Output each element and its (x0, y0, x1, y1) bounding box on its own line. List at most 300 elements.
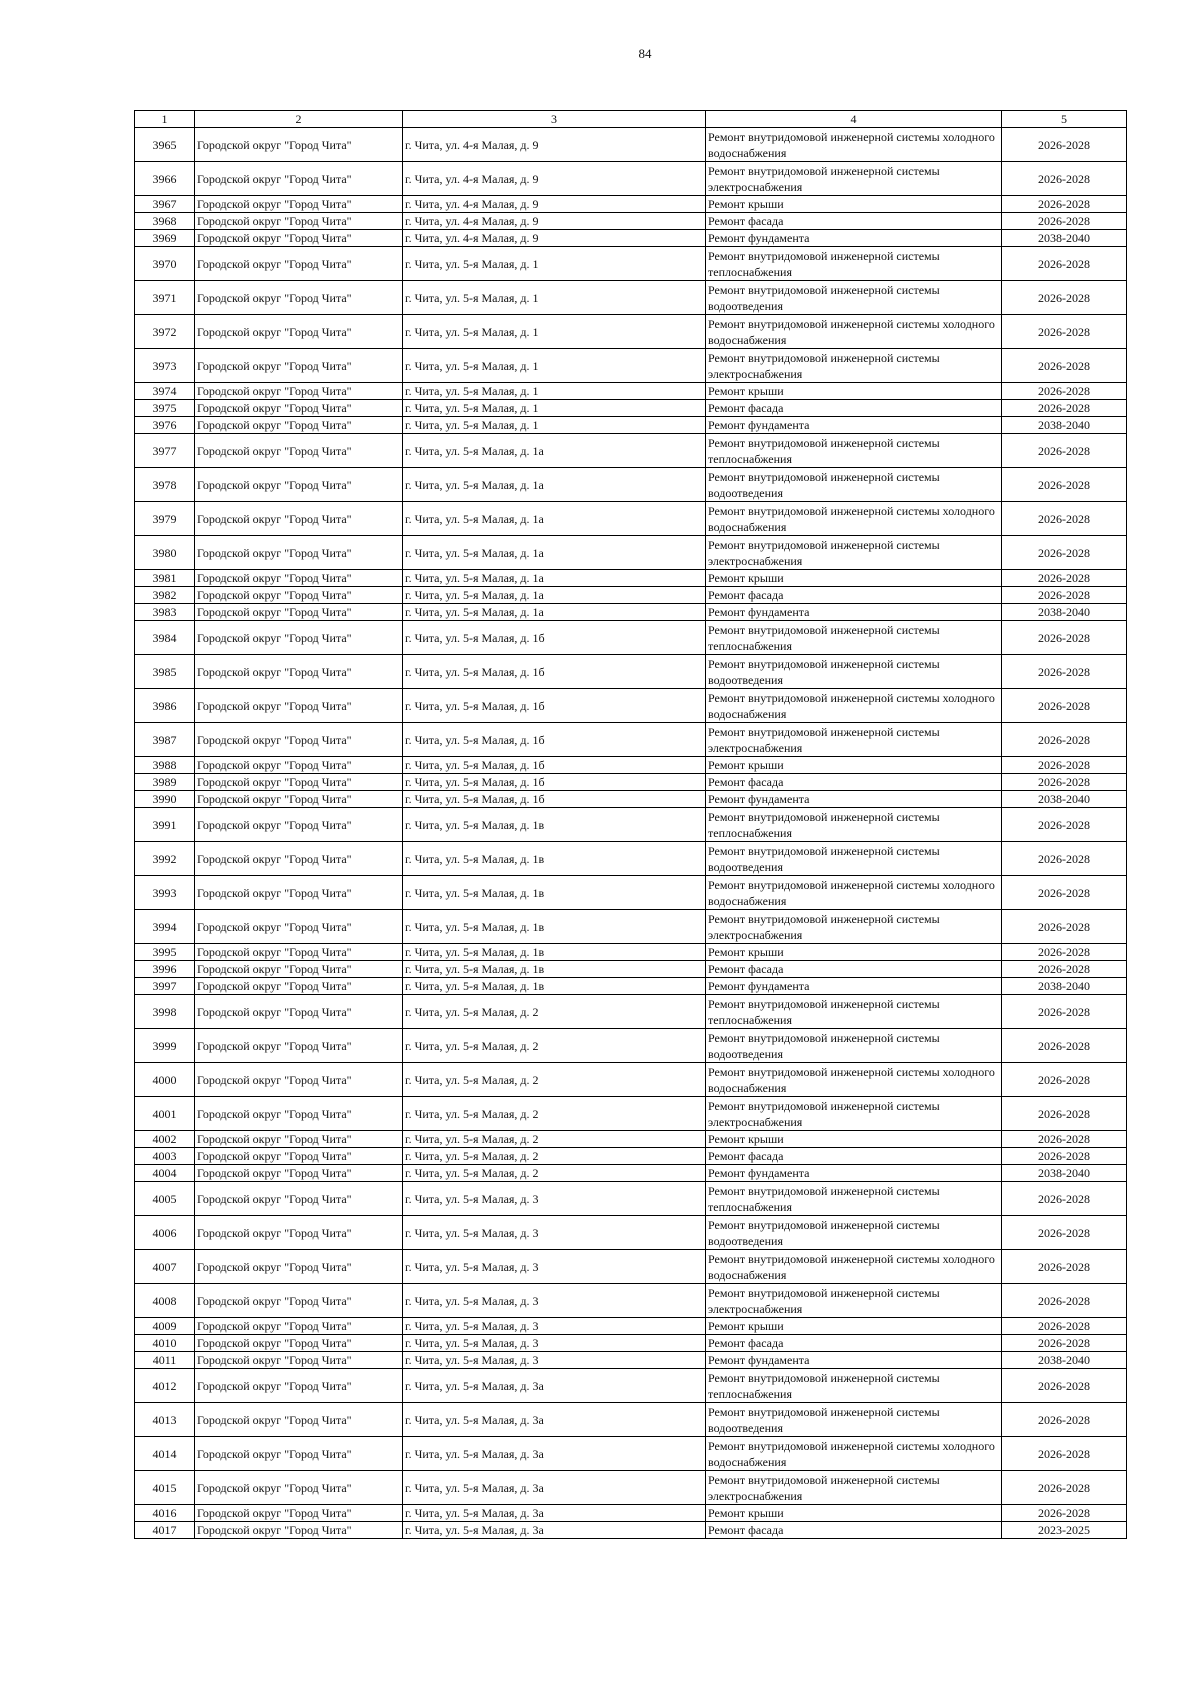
district-cell: Городской округ "Город Чита" (195, 621, 403, 655)
work-type-cell: Ремонт внутридомовой инженерной системы теплоснабжения (706, 1369, 1002, 1403)
table-row (135, 400, 1127, 417)
row-number: 3986 (135, 689, 195, 723)
table-body (135, 128, 1127, 1539)
table-row (135, 961, 1127, 978)
row-number: 4017 (135, 1522, 195, 1539)
address-cell: г. Чита, ул. 5-я Малая, д. 1б (403, 689, 706, 723)
work-type-cell: Ремонт внутридомовой инженерной системы электроснабжения (706, 910, 1002, 944)
work-type-cell: Ремонт внутридомовой инженерной системы электроснабжения (706, 349, 1002, 383)
row-number: 4011 (135, 1352, 195, 1369)
district-cell: Городской округ "Город Чита" (195, 213, 403, 230)
row-number: 3995 (135, 944, 195, 961)
row-number: 3996 (135, 961, 195, 978)
address-cell: г. Чита, ул. 5-я Малая, д. 1б (403, 621, 706, 655)
row-number: 3993 (135, 876, 195, 910)
address-cell: г. Чита, ул. 5-я Малая, д. 2 (403, 1063, 706, 1097)
address-cell: г. Чита, ул. 5-я Малая, д. 1а (403, 502, 706, 536)
row-number: 3974 (135, 383, 195, 400)
address-cell: г. Чита, ул. 5-я Малая, д. 3 (403, 1250, 706, 1284)
district-cell: Городской округ "Город Чита" (195, 536, 403, 570)
work-type-cell: Ремонт фундамента (706, 604, 1002, 621)
district-cell: Городской округ "Город Чита" (195, 502, 403, 536)
district-cell: Городской округ "Город Чита" (195, 281, 403, 315)
row-number: 3992 (135, 842, 195, 876)
district-cell: Городской округ "Город Чита" (195, 1352, 403, 1369)
row-number: 4003 (135, 1148, 195, 1165)
period-cell: 2026-2028 (1002, 468, 1127, 502)
period-cell: 2026-2028 (1002, 315, 1127, 349)
work-type-cell: Ремонт фасада (706, 400, 1002, 417)
district-cell: Городской округ "Город Чита" (195, 910, 403, 944)
table-row (135, 1148, 1127, 1165)
table-row (135, 791, 1127, 808)
period-cell: 2026-2028 (1002, 1335, 1127, 1352)
period-cell: 2026-2028 (1002, 1403, 1127, 1437)
row-number: 4001 (135, 1097, 195, 1131)
row-number: 3968 (135, 213, 195, 230)
row-number: 4002 (135, 1131, 195, 1148)
period-cell: 2026-2028 (1002, 808, 1127, 842)
work-type-cell: Ремонт крыши (706, 1318, 1002, 1335)
table-row (135, 1505, 1127, 1522)
address-cell: г. Чита, ул. 5-я Малая, д. 1 (403, 247, 706, 281)
period-cell: 2026-2028 (1002, 1318, 1127, 1335)
work-type-cell: Ремонт внутридомовой инженерной системы холодного водоснабжения (706, 315, 1002, 349)
work-type-cell: Ремонт фундамента (706, 791, 1002, 808)
row-number: 3969 (135, 230, 195, 247)
row-number: 4008 (135, 1284, 195, 1318)
work-type-cell: Ремонт внутридомовой инженерной системы водоотведения (706, 655, 1002, 689)
row-number: 4009 (135, 1318, 195, 1335)
address-cell: г. Чита, ул. 5-я Малая, д. 1 (403, 383, 706, 400)
period-cell: 2026-2028 (1002, 1437, 1127, 1471)
district-cell: Городской округ "Город Чита" (195, 791, 403, 808)
row-number: 3989 (135, 774, 195, 791)
address-cell: г. Чита, ул. 5-я Малая, д. 3 (403, 1318, 706, 1335)
district-cell: Городской округ "Город Чита" (195, 349, 403, 383)
district-cell: Городской округ "Город Чита" (195, 128, 403, 162)
period-cell: 2026-2028 (1002, 400, 1127, 417)
row-number: 3977 (135, 434, 195, 468)
table-row (135, 1318, 1127, 1335)
work-type-cell: Ремонт внутридомовой инженерной системы теплоснабжения (706, 247, 1002, 281)
district-cell: Городской округ "Город Чита" (195, 468, 403, 502)
address-cell: г. Чита, ул. 5-я Малая, д. 3 (403, 1335, 706, 1352)
work-type-cell: Ремонт внутридомовой инженерной системы теплоснабжения (706, 1182, 1002, 1216)
column-header-district: 2 (195, 111, 403, 128)
address-cell: г. Чита, ул. 5-я Малая, д. 1 (403, 349, 706, 383)
address-cell: г. Чита, ул. 5-я Малая, д. 3 (403, 1216, 706, 1250)
period-cell: 2026-2028 (1002, 621, 1127, 655)
work-type-cell: Ремонт фасада (706, 1335, 1002, 1352)
table-row (135, 213, 1127, 230)
work-type-cell: Ремонт внутридомовой инженерной системы водоотведения (706, 468, 1002, 502)
district-cell: Городской округ "Город Чита" (195, 417, 403, 434)
period-cell: 2026-2028 (1002, 876, 1127, 910)
table-row (135, 128, 1127, 162)
period-cell: 2026-2028 (1002, 655, 1127, 689)
district-cell: Городской округ "Город Чита" (195, 1505, 403, 1522)
address-cell: г. Чита, ул. 5-я Малая, д. 1а (403, 604, 706, 621)
address-cell: г. Чита, ул. 5-я Малая, д. 1в (403, 808, 706, 842)
work-type-cell: Ремонт крыши (706, 570, 1002, 587)
work-type-cell: Ремонт крыши (706, 196, 1002, 213)
column-header-period: 5 (1002, 111, 1127, 128)
work-type-cell: Ремонт крыши (706, 383, 1002, 400)
table-row (135, 1216, 1127, 1250)
period-cell: 2026-2028 (1002, 281, 1127, 315)
table-row (135, 1471, 1127, 1505)
district-cell: Городской округ "Город Чита" (195, 842, 403, 876)
table-row (135, 434, 1127, 468)
table-header (135, 111, 1127, 128)
address-cell: г. Чита, ул. 5-я Малая, д. 1б (403, 791, 706, 808)
period-cell: 2026-2028 (1002, 1148, 1127, 1165)
row-number: 3965 (135, 128, 195, 162)
work-type-cell: Ремонт внутридомовой инженерной системы электроснабжения (706, 162, 1002, 196)
work-type-cell: Ремонт внутридомовой инженерной системы теплоснабжения (706, 434, 1002, 468)
row-number: 3988 (135, 757, 195, 774)
district-cell: Городской округ "Город Чита" (195, 1403, 403, 1437)
row-number: 3984 (135, 621, 195, 655)
page-number: 84 (638, 46, 652, 61)
address-cell: г. Чита, ул. 4-я Малая, д. 9 (403, 162, 706, 196)
district-cell: Городской округ "Город Чита" (195, 655, 403, 689)
district-cell: Городской округ "Город Чита" (195, 1165, 403, 1182)
address-cell: г. Чита, ул. 5-я Малая, д. 3а (403, 1369, 706, 1403)
district-cell: Городской округ "Город Чита" (195, 315, 403, 349)
work-type-cell: Ремонт внутридомовой инженерной системы водоотведения (706, 1216, 1002, 1250)
address-cell: г. Чита, ул. 5-я Малая, д. 1б (403, 655, 706, 689)
table-row (135, 587, 1127, 604)
work-type-cell: Ремонт фундамента (706, 1352, 1002, 1369)
address-cell: г. Чита, ул. 5-я Малая, д. 3а (403, 1505, 706, 1522)
row-number: 4012 (135, 1369, 195, 1403)
district-cell: Городской округ "Город Чита" (195, 1182, 403, 1216)
row-number: 4010 (135, 1335, 195, 1352)
work-type-cell: Ремонт внутридомовой инженерной системы теплоснабжения (706, 621, 1002, 655)
period-cell: 2026-2028 (1002, 162, 1127, 196)
address-cell: г. Чита, ул. 5-я Малая, д. 1а (403, 570, 706, 587)
period-cell: 2026-2028 (1002, 196, 1127, 213)
table-row (135, 1335, 1127, 1352)
period-cell: 2038-2040 (1002, 1352, 1127, 1369)
district-cell: Городской округ "Город Чита" (195, 196, 403, 213)
table-row (135, 1522, 1127, 1539)
row-number: 3971 (135, 281, 195, 315)
address-cell: г. Чита, ул. 5-я Малая, д. 3 (403, 1352, 706, 1369)
work-type-cell: Ремонт крыши (706, 1505, 1002, 1522)
row-number: 3967 (135, 196, 195, 213)
row-number: 3983 (135, 604, 195, 621)
address-cell: г. Чита, ул. 4-я Малая, д. 9 (403, 230, 706, 247)
district-cell: Городской округ "Город Чита" (195, 230, 403, 247)
work-type-cell: Ремонт внутридомовой инженерной системы холодного водоснабжения (706, 689, 1002, 723)
address-cell: г. Чита, ул. 5-я Малая, д. 3а (403, 1403, 706, 1437)
table-row (135, 162, 1127, 196)
table-row (135, 876, 1127, 910)
address-cell: г. Чита, ул. 5-я Малая, д. 1 (403, 400, 706, 417)
work-type-cell: Ремонт фасада (706, 1522, 1002, 1539)
address-cell: г. Чита, ул. 5-я Малая, д. 1а (403, 434, 706, 468)
table-row (135, 1063, 1127, 1097)
district-cell: Городской округ "Город Чита" (195, 876, 403, 910)
work-type-cell: Ремонт внутридомовой инженерной системы водоотведения (706, 1403, 1002, 1437)
work-type-cell: Ремонт внутридомовой инженерной системы водоотведения (706, 1029, 1002, 1063)
row-number: 3994 (135, 910, 195, 944)
address-cell: г. Чита, ул. 5-я Малая, д. 1б (403, 723, 706, 757)
work-type-cell: Ремонт внутридомовой инженерной системы водоотведения (706, 281, 1002, 315)
row-number: 3979 (135, 502, 195, 536)
address-cell: г. Чита, ул. 5-я Малая, д. 1б (403, 774, 706, 791)
work-type-cell: Ремонт внутридомовой инженерной системы электроснабжения (706, 1284, 1002, 1318)
district-cell: Городской округ "Город Чита" (195, 1522, 403, 1539)
row-number: 3997 (135, 978, 195, 995)
row-number: 3981 (135, 570, 195, 587)
header-row (135, 111, 1127, 128)
district-cell: Городской округ "Город Чита" (195, 400, 403, 417)
period-cell: 2026-2028 (1002, 247, 1127, 281)
row-number: 3976 (135, 417, 195, 434)
row-number: 3982 (135, 587, 195, 604)
row-number: 3987 (135, 723, 195, 757)
address-cell: г. Чита, ул. 5-я Малая, д. 1б (403, 757, 706, 774)
work-type-cell: Ремонт фасада (706, 1148, 1002, 1165)
address-cell: г. Чита, ул. 5-я Малая, д. 3а (403, 1471, 706, 1505)
work-type-cell: Ремонт внутридомовой инженерной системы теплоснабжения (706, 995, 1002, 1029)
address-cell: г. Чита, ул. 5-я Малая, д. 1 (403, 315, 706, 349)
table-row (135, 196, 1127, 213)
work-type-cell: Ремонт внутридомовой инженерной системы холодного водоснабжения (706, 1063, 1002, 1097)
work-type-cell: Ремонт внутридомовой инженерной системы холодного водоснабжения (706, 128, 1002, 162)
work-type-cell: Ремонт внутридомовой инженерной системы холодного водоснабжения (706, 502, 1002, 536)
table-row (135, 757, 1127, 774)
period-cell: 2026-2028 (1002, 689, 1127, 723)
row-number: 3999 (135, 1029, 195, 1063)
row-number: 4007 (135, 1250, 195, 1284)
period-cell: 2026-2028 (1002, 757, 1127, 774)
period-cell: 2038-2040 (1002, 417, 1127, 434)
period-cell: 2026-2028 (1002, 1131, 1127, 1148)
district-cell: Городской округ "Город Чита" (195, 689, 403, 723)
table-row (135, 1029, 1127, 1063)
district-cell: Городской округ "Город Чита" (195, 1335, 403, 1352)
work-type-cell: Ремонт внутридомовой инженерной системы электроснабжения (706, 1471, 1002, 1505)
district-cell: Городской округ "Город Чита" (195, 774, 403, 791)
district-cell: Городской округ "Город Чита" (195, 1097, 403, 1131)
period-cell: 2026-2028 (1002, 961, 1127, 978)
period-cell: 2038-2040 (1002, 230, 1127, 247)
table-row (135, 604, 1127, 621)
row-number: 3980 (135, 536, 195, 570)
district-cell: Городской округ "Город Чита" (195, 1148, 403, 1165)
period-cell: 2026-2028 (1002, 1471, 1127, 1505)
table-row (135, 910, 1127, 944)
work-type-cell: Ремонт фундамента (706, 978, 1002, 995)
work-type-cell: Ремонт внутридомовой инженерной системы холодного водоснабжения (706, 876, 1002, 910)
work-type-cell: Ремонт фундамента (706, 230, 1002, 247)
column-header-address: 3 (403, 111, 706, 128)
table-row (135, 502, 1127, 536)
row-number: 3985 (135, 655, 195, 689)
period-cell: 2026-2028 (1002, 1216, 1127, 1250)
work-type-cell: Ремонт внутридомовой инженерной системы электроснабжения (706, 1097, 1002, 1131)
table-row (135, 230, 1127, 247)
row-number: 3975 (135, 400, 195, 417)
table-row (135, 1403, 1127, 1437)
period-cell: 2026-2028 (1002, 383, 1127, 400)
period-cell: 2026-2028 (1002, 213, 1127, 230)
row-number: 4006 (135, 1216, 195, 1250)
row-number: 3998 (135, 995, 195, 1029)
district-cell: Городской округ "Город Чита" (195, 1029, 403, 1063)
row-number: 3966 (135, 162, 195, 196)
period-cell: 2026-2028 (1002, 842, 1127, 876)
table-row (135, 383, 1127, 400)
address-cell: г. Чита, ул. 5-я Малая, д. 3а (403, 1437, 706, 1471)
work-type-cell: Ремонт фасада (706, 587, 1002, 604)
row-number: 3978 (135, 468, 195, 502)
table-row (135, 842, 1127, 876)
period-cell: 2026-2028 (1002, 995, 1127, 1029)
table-row (135, 655, 1127, 689)
table-row (135, 468, 1127, 502)
table-row (135, 944, 1127, 961)
address-cell: г. Чита, ул. 5-я Малая, д. 2 (403, 1165, 706, 1182)
district-cell: Городской округ "Город Чита" (195, 162, 403, 196)
repair-registry-table (134, 110, 1127, 1539)
period-cell: 2026-2028 (1002, 502, 1127, 536)
period-cell: 2026-2028 (1002, 128, 1127, 162)
address-cell: г. Чита, ул. 5-я Малая, д. 1в (403, 910, 706, 944)
district-cell: Городской округ "Город Чита" (195, 961, 403, 978)
period-cell: 2026-2028 (1002, 1182, 1127, 1216)
table-row (135, 1352, 1127, 1369)
column-header-work-type: 4 (706, 111, 1002, 128)
work-type-cell: Ремонт внутридомовой инженерной системы холодного водоснабжения (706, 1250, 1002, 1284)
district-cell: Городской округ "Город Чита" (195, 383, 403, 400)
district-cell: Городской округ "Город Чита" (195, 1437, 403, 1471)
table-row (135, 1369, 1127, 1403)
period-cell: 2026-2028 (1002, 1284, 1127, 1318)
table-row (135, 247, 1127, 281)
table-row (135, 315, 1127, 349)
table-row (135, 774, 1127, 791)
address-cell: г. Чита, ул. 5-я Малая, д. 1 (403, 417, 706, 434)
address-cell: г. Чита, ул. 5-я Малая, д. 1а (403, 468, 706, 502)
district-cell: Городской округ "Город Чита" (195, 808, 403, 842)
address-cell: г. Чита, ул. 5-я Малая, д. 1в (403, 961, 706, 978)
period-cell: 2026-2028 (1002, 1029, 1127, 1063)
address-cell: г. Чита, ул. 4-я Малая, д. 9 (403, 213, 706, 230)
period-cell: 2026-2028 (1002, 1250, 1127, 1284)
table-row (135, 570, 1127, 587)
table-row (135, 281, 1127, 315)
period-cell: 2038-2040 (1002, 604, 1127, 621)
address-cell: г. Чита, ул. 5-я Малая, д. 1 (403, 281, 706, 315)
period-cell: 2026-2028 (1002, 1063, 1127, 1097)
work-type-cell: Ремонт фундамента (706, 1165, 1002, 1182)
period-cell: 2026-2028 (1002, 1505, 1127, 1522)
work-type-cell: Ремонт крыши (706, 757, 1002, 774)
period-cell: 2026-2028 (1002, 1369, 1127, 1403)
work-type-cell: Ремонт фундамента (706, 417, 1002, 434)
address-cell: г. Чита, ул. 4-я Малая, д. 9 (403, 128, 706, 162)
period-cell: 2038-2040 (1002, 791, 1127, 808)
address-cell: г. Чита, ул. 5-я Малая, д. 2 (403, 995, 706, 1029)
period-cell: 2026-2028 (1002, 570, 1127, 587)
period-cell: 2038-2040 (1002, 1165, 1127, 1182)
district-cell: Городской округ "Город Чита" (195, 1318, 403, 1335)
period-cell: 2023-2025 (1002, 1522, 1127, 1539)
address-cell: г. Чита, ул. 5-я Малая, д. 1в (403, 944, 706, 961)
row-number: 4005 (135, 1182, 195, 1216)
table-row (135, 995, 1127, 1029)
district-cell: Городской округ "Город Чита" (195, 1063, 403, 1097)
period-cell: 2026-2028 (1002, 910, 1127, 944)
column-header-number: 1 (135, 111, 195, 128)
table-row (135, 978, 1127, 995)
district-cell: Городской округ "Город Чита" (195, 247, 403, 281)
row-number: 4014 (135, 1437, 195, 1471)
work-type-cell: Ремонт внутридомовой инженерной системы электроснабжения (706, 723, 1002, 757)
period-cell: 2026-2028 (1002, 587, 1127, 604)
address-cell: г. Чита, ул. 5-я Малая, д. 1а (403, 587, 706, 604)
row-number: 3991 (135, 808, 195, 842)
district-cell: Городской округ "Город Чита" (195, 723, 403, 757)
period-cell: 2026-2028 (1002, 434, 1127, 468)
work-type-cell: Ремонт внутридомовой инженерной системы водоотведения (706, 842, 1002, 876)
table-row (135, 1250, 1127, 1284)
table-row (135, 1097, 1127, 1131)
address-cell: г. Чита, ул. 5-я Малая, д. 1а (403, 536, 706, 570)
table-row (135, 349, 1127, 383)
row-number: 4004 (135, 1165, 195, 1182)
work-type-cell: Ремонт фасада (706, 961, 1002, 978)
address-cell: г. Чита, ул. 5-я Малая, д. 3 (403, 1182, 706, 1216)
district-cell: Городской округ "Город Чита" (195, 1131, 403, 1148)
table-row (135, 689, 1127, 723)
row-number: 4015 (135, 1471, 195, 1505)
row-number: 3970 (135, 247, 195, 281)
table-row (135, 723, 1127, 757)
work-type-cell: Ремонт внутридомовой инженерной системы теплоснабжения (706, 808, 1002, 842)
address-cell: г. Чита, ул. 5-я Малая, д. 2 (403, 1148, 706, 1165)
district-cell: Городской округ "Город Чита" (195, 1284, 403, 1318)
district-cell: Городской округ "Город Чита" (195, 757, 403, 774)
district-cell: Городской округ "Город Чита" (195, 995, 403, 1029)
row-number: 4016 (135, 1505, 195, 1522)
period-cell: 2038-2040 (1002, 978, 1127, 995)
work-type-cell: Ремонт внутридомовой инженерной системы электроснабжения (706, 536, 1002, 570)
table-row (135, 536, 1127, 570)
address-cell: г. Чита, ул. 5-я Малая, д. 3а (403, 1522, 706, 1539)
table-row (135, 1131, 1127, 1148)
row-number: 4000 (135, 1063, 195, 1097)
period-cell: 2026-2028 (1002, 774, 1127, 791)
district-cell: Городской округ "Город Чита" (195, 604, 403, 621)
row-number: 3990 (135, 791, 195, 808)
district-cell: Городской округ "Город Чита" (195, 1250, 403, 1284)
work-type-cell: Ремонт внутридомовой инженерной системы холодного водоснабжения (706, 1437, 1002, 1471)
table-row (135, 1182, 1127, 1216)
address-cell: г. Чита, ул. 5-я Малая, д. 2 (403, 1029, 706, 1063)
address-cell: г. Чита, ул. 5-я Малая, д. 1в (403, 842, 706, 876)
address-cell: г. Чита, ул. 5-я Малая, д. 1в (403, 876, 706, 910)
period-cell: 2026-2028 (1002, 944, 1127, 961)
work-type-cell: Ремонт фасада (706, 213, 1002, 230)
district-cell: Городской округ "Город Чита" (195, 978, 403, 995)
